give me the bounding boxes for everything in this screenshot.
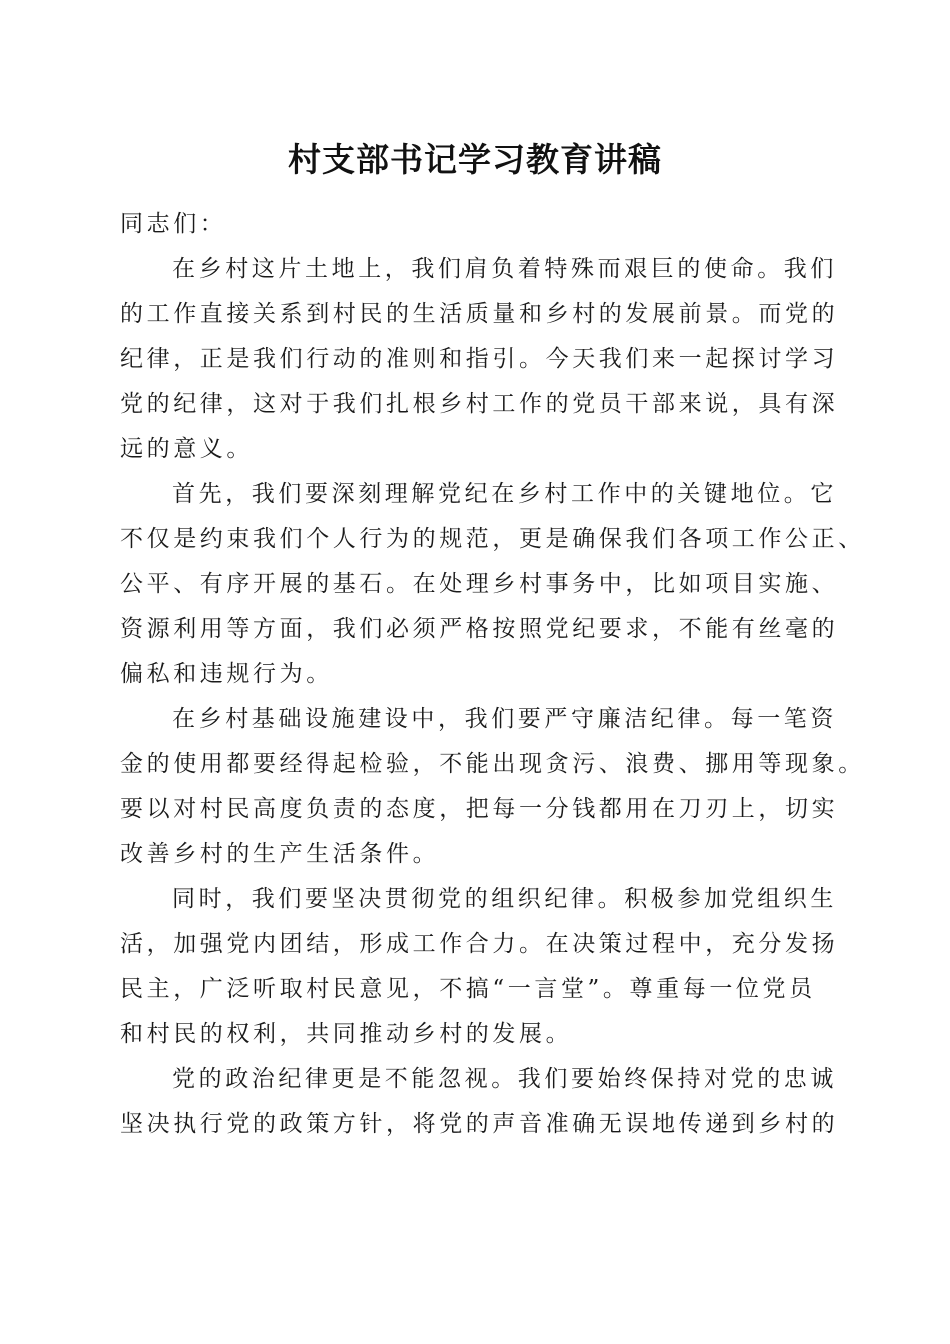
paragraph-line: 公平、有序开展的基石。在处理乡村事务中，比如项目实施、 [120,571,839,597]
paragraph-line: 在乡村这片土地上，我们肩负着特殊而艰巨的使命。我们 [172,256,837,282]
paragraph-line: 远的意义。 [120,436,253,462]
paragraph-line: 和村民的权利，共同推动乡村的发展。 [120,1021,573,1047]
paragraph-line: 纪律，正是我们行动的准则和指引。今天我们来一起探讨学习 [120,346,839,372]
document-body [120,202,865,1147]
paragraph-line: 在乡村基础设施建设中，我们要严守廉洁纪律。每一笔资 [172,706,837,732]
paragraph-line: 金的使用都要经得起检验，不能出现贪污、浪费、挪用等现象。 [120,751,865,777]
paragraph-5 [120,1057,839,1147]
paragraph-line: 民主，广泛听取村民意见，不搞“一言堂”。尊重每一位党员 [120,976,816,1002]
paragraph-1 [120,247,839,472]
paragraph-line: 不仅是约束我们个人行为的规范，更是确保我们各项工作公正、 [120,526,865,552]
paragraph-line: 首先，我们要深刻理解党纪在乡村工作中的关键地位。它 [172,481,837,507]
paragraph-line: 资源利用等方面，我们必须严格按照党纪要求，不能有丝毫的 [120,616,839,642]
paragraph-line: 党的政治纪律更是不能忽视。我们要始终保持对党的忠诚 [172,1066,837,1092]
paragraph-3 [120,697,865,877]
paragraph-line: 偏私和违规行为。 [120,661,333,687]
paragraph-2 [120,472,865,697]
paragraph-line: 党的纪律，这对于我们扎根乡村工作的党员干部来说，具有深 [120,391,839,417]
paragraph-line: 同时，我们要坚决贯彻党的组织纪律。积极参加党组织生 [172,886,837,912]
paragraph-4 [120,877,839,1057]
paragraph-line: 坚决执行党的政策方针，将党的声音准确无误地传递到乡村的 [120,1111,839,1137]
salutation: 同志们： [120,211,227,237]
paragraph-line: 的工作直接关系到村民的生活质量和乡村的发展前景。而党的 [120,301,839,327]
paragraph-line: 要以对村民高度负责的态度，把每一分钱都用在刀刃上，切实 [120,796,839,822]
paragraph-line: 活，加强党内团结，形成工作合力。在决策过程中，充分发扬 [120,931,839,957]
paragraph-line: 改善乡村的生产生活条件。 [120,841,440,867]
document-title: 村支部书记学习教育讲稿 [288,140,662,179]
